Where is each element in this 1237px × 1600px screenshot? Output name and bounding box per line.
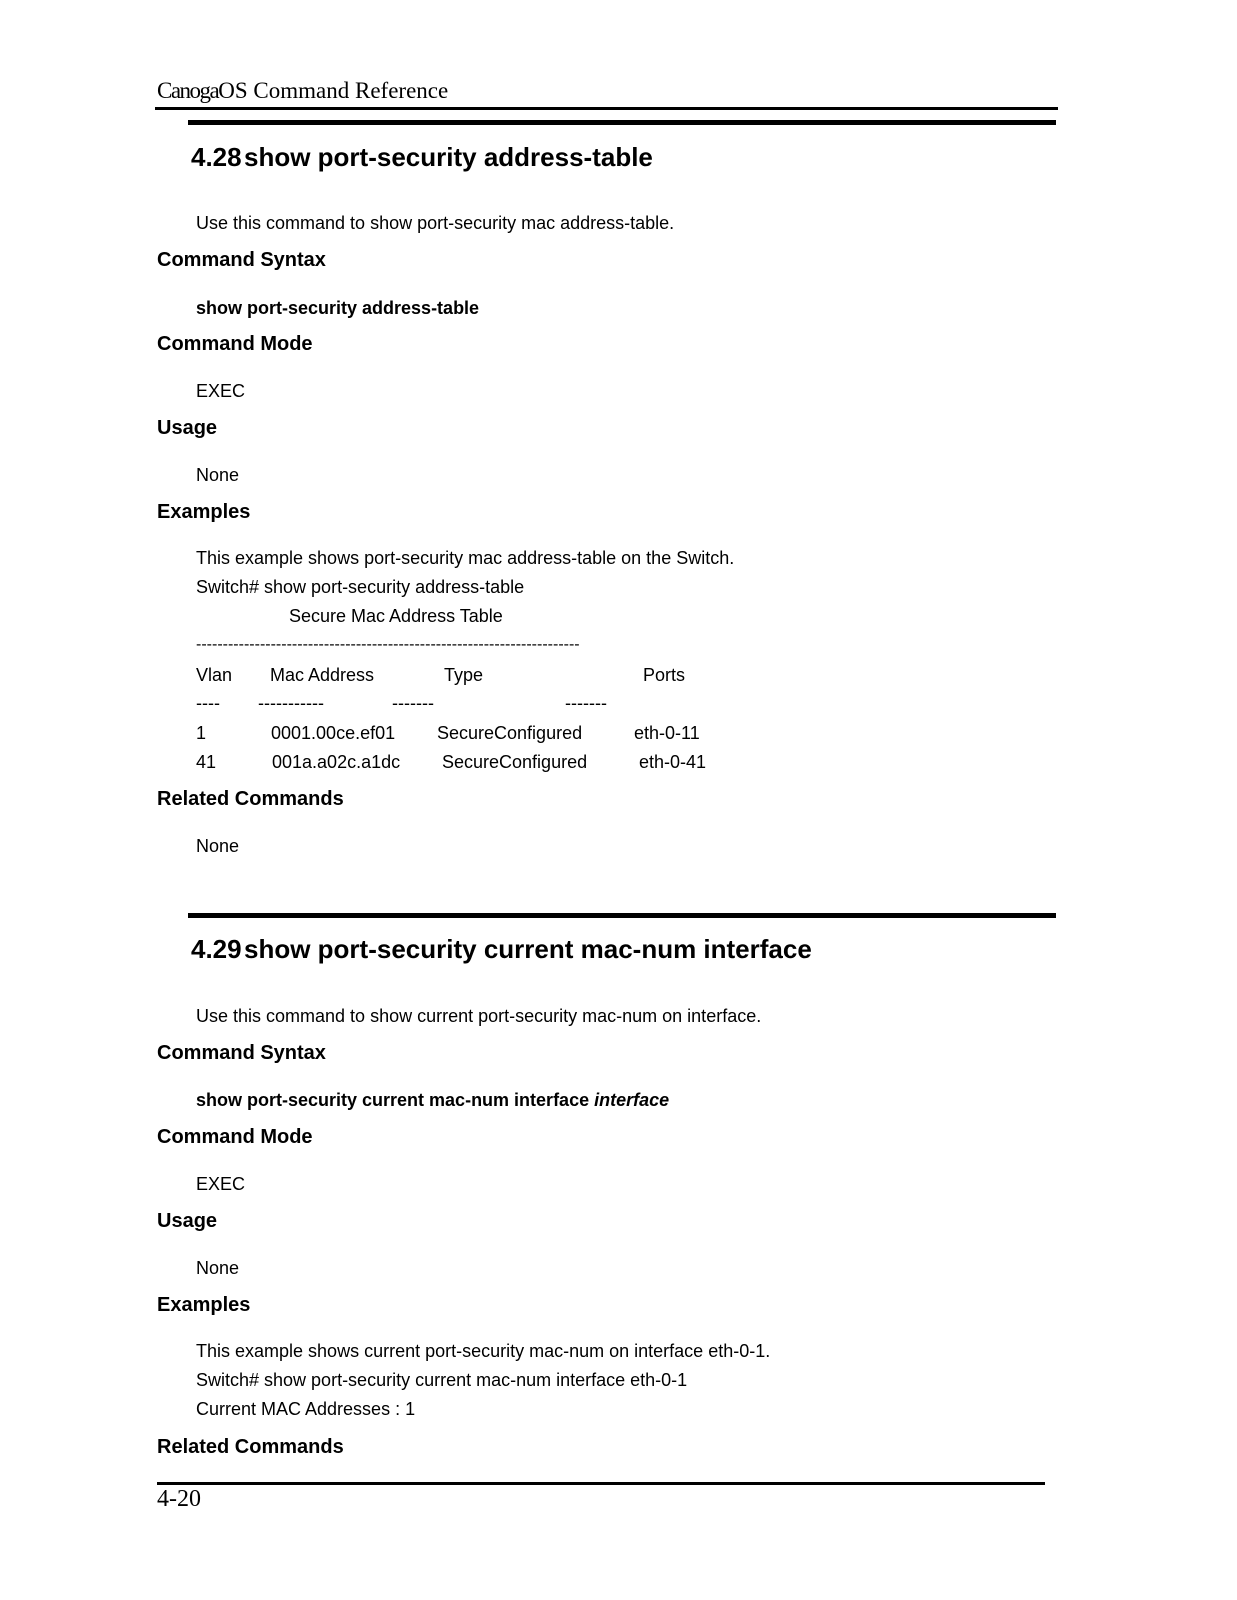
mode-heading: Command Mode [157,1126,313,1148]
table-cell: 1 [196,723,207,743]
command-syntax-argument: interface [594,1090,670,1110]
examples-heading: Examples [157,501,251,523]
table-header-vlan: Vlan [196,665,233,685]
example-intro: This example shows current port-security mac-num on interface eth-0-1. [196,1341,771,1361]
header-title: OS Command Reference [218,78,449,103]
running-header [157,78,448,104]
section-title: show port-security current mac-num interface [244,934,812,964]
table-cell: SecureConfigured [437,723,583,743]
table-cell: 0001.00ce.ef01 [271,723,396,743]
table-cell: eth-0-11 [634,723,700,743]
examples-heading: Examples [157,1294,251,1316]
page-number: 4-20 [157,1486,201,1512]
section-number: 4.29 [191,934,242,964]
table-dash: ---- [196,693,220,713]
mode-heading: Command Mode [157,333,313,355]
related-heading: Related Commands [157,788,344,810]
table-rule: ------------------------------------------------------------------------ [196,636,580,653]
table-cell: 001a.a02c.a1dc [272,752,401,772]
section-bar [188,913,1056,918]
usage-text: None [196,1258,240,1278]
example-intro: This example shows port-security mac address-table on the Switch. [196,548,735,568]
table-dash: ----------- [258,693,324,713]
usage-heading: Usage [157,417,218,439]
section-heading [191,142,653,173]
table-cell: SecureConfigured [442,752,588,772]
section-description: Use this command to show current port-security mac-num on interface. [196,1006,762,1026]
header-rule [155,107,1058,110]
table-dash: ------- [565,693,607,713]
section-title: show port-security address-table [244,142,653,172]
related-heading: Related Commands [157,1436,344,1458]
table-cell: 41 [196,752,217,772]
table-title: Secure Mac Address Table [289,606,503,626]
example-output: Current MAC Addresses : 1 [196,1399,416,1419]
section-number: 4.28 [191,142,242,172]
syntax-heading: Command Syntax [157,1042,326,1064]
command-mode: EXEC [196,1174,246,1194]
usage-heading: Usage [157,1210,218,1232]
example-command: Switch# show port-security address-table [196,577,525,597]
command-syntax-text: show port-security current mac-num interface [196,1090,595,1110]
header-brand: Canoga [157,78,219,103]
command-mode: EXEC [196,381,246,401]
syntax-heading: Command Syntax [157,249,326,271]
table-cell: eth-0-41 [639,752,707,772]
example-command: Switch# show port-security current mac-num interface eth-0-1 [196,1370,688,1390]
related-text: None [196,836,240,856]
section-bar [188,120,1056,125]
table-header-mac: Mac Address [270,665,375,685]
table-dash: ------- [392,693,434,713]
command-syntax: show port-security address-table [196,298,480,318]
command-syntax [196,1090,669,1111]
section-description: Use this command to show port-security mac address-table. [196,213,675,233]
section-heading [191,934,812,965]
table-header-type: Type [444,665,484,685]
footer-rule [157,1482,1045,1485]
usage-text: None [196,465,240,485]
table-header-ports: Ports [643,665,686,685]
